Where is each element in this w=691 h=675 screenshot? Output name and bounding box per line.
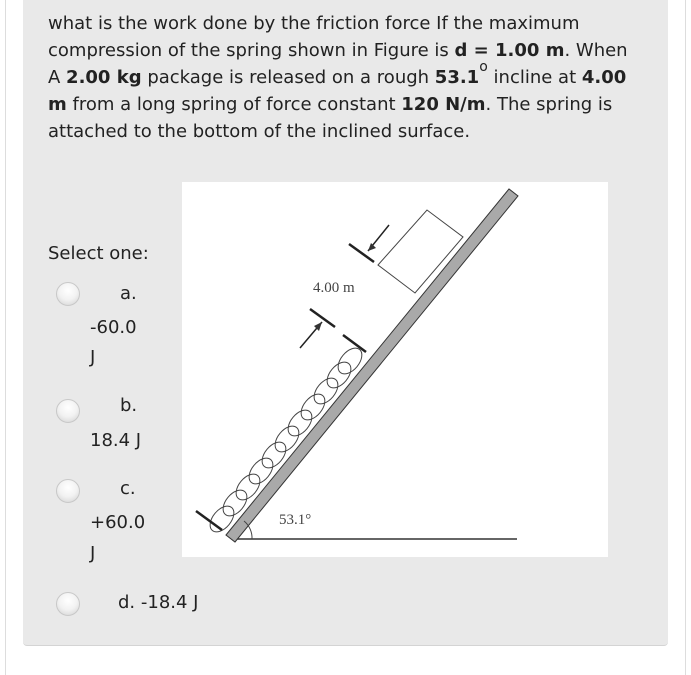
option-a-radio[interactable] [56, 282, 80, 306]
option-b-radio[interactable] [56, 399, 80, 423]
left-border [5, 0, 6, 675]
option-c-text[interactable]: +60.0 [90, 512, 146, 533]
incline-surface [226, 189, 518, 542]
option-a-letter[interactable]: a. [120, 283, 137, 304]
option-a-text[interactable]: -60.0 [90, 317, 137, 338]
question-text: what is the work done by the friction force If the maximum compression of the spring shown in Figure is d = 1.00 m. When A 2.00 kg package is released on a rough 53.1$^o$ incline at 4.00 m from a long spring of force constant 120 N/m. The spring is attached to the bottom of the inclined surface. [48, 13, 628, 142]
select-one-label: Select one: [48, 243, 149, 264]
option-b-text[interactable]: 18.4 J [90, 430, 142, 451]
wall-plate [196, 511, 222, 530]
option-c-unit[interactable]: J [90, 543, 96, 564]
right-border [685, 0, 686, 675]
angle-label: 53.1° [279, 512, 312, 528]
distance-label: 4.00 m [313, 280, 355, 296]
option-a-unit[interactable]: J [90, 347, 96, 368]
option-d-radio[interactable] [56, 592, 80, 616]
incline-figure [182, 182, 608, 557]
option-d-text[interactable]: d. -18.4 J [118, 592, 199, 613]
package-box [378, 210, 463, 293]
spring [205, 344, 366, 537]
option-b-letter[interactable]: b. [120, 395, 138, 416]
option-c-radio[interactable] [56, 479, 80, 503]
dimension-tick [310, 309, 335, 327]
option-c-letter[interactable]: c. [120, 478, 136, 499]
